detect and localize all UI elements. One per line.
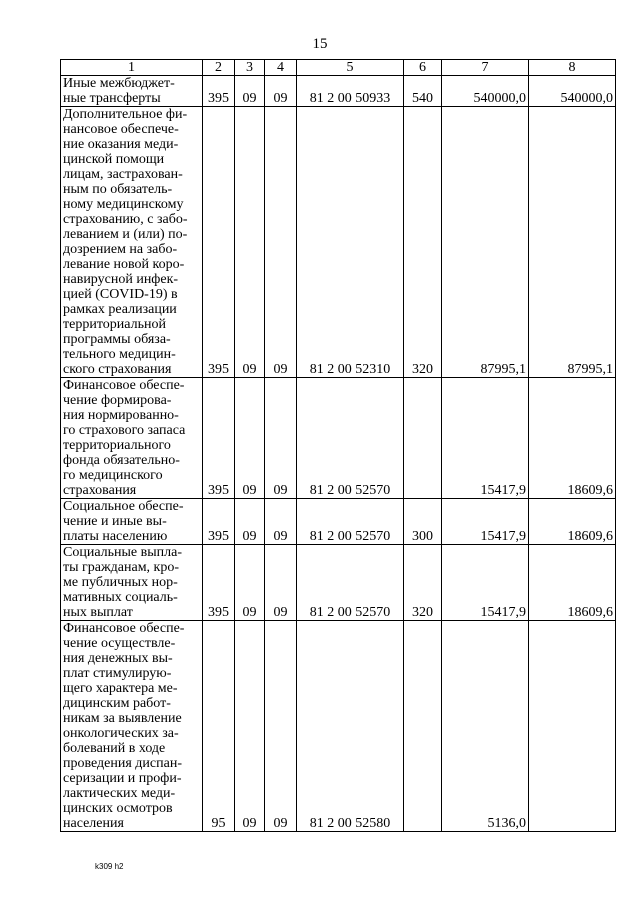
expense-name-line: чение осуществле- [63,636,176,651]
expense-name-line: Финансовое обеспе- [63,621,185,636]
expense-name-cell [61,107,203,378]
expense-name-line: рамках реализации [63,302,177,317]
target-article-cell: 81 2 00 50933 [297,76,404,107]
section-code-cell: 09 [235,621,265,832]
header-cell: 7 [442,60,529,76]
expense-name-cell [61,499,203,545]
expense-name-line: левание новой коро- [63,257,185,272]
expense-name-line: серизации и профи- [63,771,182,786]
target-article-cell: 81 2 00 52570 [297,499,404,545]
expense-type-cell: 540 [404,76,442,107]
amount-col8-cell: 18609,6 [529,499,616,545]
section-code-cell: 09 [235,545,265,621]
expense-name-line: ных выплат [63,605,133,620]
target-article-cell: 81 2 00 52310 [297,107,404,378]
expense-name-line: чение формирова- [63,393,172,408]
expense-name-line: чение и иные вы- [63,514,167,529]
page-number: 15 [312,36,328,52]
ministry-code-cell: 395 [203,76,235,107]
expense-name-line: цинской помощи [63,152,165,167]
expense-name-line: программы обяза- [63,332,171,347]
expense-name-cell [61,378,203,499]
footer-code: k309 h2 [95,862,124,871]
expense-name-line: никам за выявление [63,711,182,726]
section-code-cell: 09 [235,76,265,107]
expense-name-cell [61,76,203,107]
expense-name-line: Иные межбюджет- [63,76,175,91]
expense-type-cell [404,378,442,499]
expense-name-line: страхования [63,483,137,498]
expense-type-cell [404,621,442,832]
expense-name-line: ты гражданам, кро- [63,560,180,575]
expense-name-line: щего характера ме- [63,681,178,696]
table-row [61,76,616,107]
expense-name-line: ния денежных вы- [63,651,173,666]
expense-name-line: дозрением на забо- [63,242,178,257]
ministry-code-cell: 395 [203,545,235,621]
expense-name-line: территориальной [63,317,166,332]
expense-name-line: го медицинского [63,468,163,483]
table-row [61,545,616,621]
expense-name-line: цией (COVID-19) в [63,287,178,302]
amount-col8-cell: 18609,6 [529,545,616,621]
section-code-cell: 09 [235,107,265,378]
expense-name-line: фонда обязательно- [63,453,180,468]
expense-name-line: нансовое обеспече- [63,122,179,137]
amount-col7-cell: 15417,9 [442,545,529,621]
expense-name-cell [61,621,203,832]
amount-col7-cell: 15417,9 [442,499,529,545]
expense-name-line: населения [63,816,124,831]
amount-col8-cell [529,621,616,832]
expense-name-line: лицам, застрахован- [63,167,183,182]
header-cell: 3 [235,60,265,76]
ministry-code-cell: 395 [203,107,235,378]
expense-type-cell: 300 [404,499,442,545]
expense-name-line: Дополнительное фи- [63,107,188,122]
ministry-code-cell: 395 [203,499,235,545]
expense-name-line: ния нормированно- [63,408,179,423]
subsection-code-cell: 09 [265,76,297,107]
amount-col7-cell: 5136,0 [442,621,529,832]
target-article-cell: 81 2 00 52570 [297,545,404,621]
expense-name-line: болеваний в ходе [63,741,166,756]
expense-name-line: ным по обязатель- [63,182,173,197]
expense-name-line: плат стимулирую- [63,666,172,681]
table-row [61,378,616,499]
section-code-cell: 09 [235,378,265,499]
expense-name-line: навирусной инфек- [63,272,179,287]
header-cell: 1 [61,60,203,76]
subsection-code-cell: 09 [265,499,297,545]
expense-name-line: Социальное обеспе- [63,499,184,514]
target-article-cell: 81 2 00 52580 [297,621,404,832]
amount-col7-cell: 87995,1 [442,107,529,378]
table-header-row [61,60,616,76]
subsection-code-cell: 09 [265,107,297,378]
expense-name-line: дицинским работ- [63,696,171,711]
budget-table [60,59,616,832]
expense-type-cell: 320 [404,107,442,378]
expense-name-line: платы населению [63,529,168,544]
expense-name-line: го страхового запаса [63,423,186,438]
header-cell: 6 [404,60,442,76]
table-body [61,76,616,832]
ministry-code-cell: 95 [203,621,235,832]
header-cell: 5 [297,60,404,76]
amount-col7-cell: 540000,0 [442,76,529,107]
header-cell: 8 [529,60,616,76]
expense-name-line: ского страхования [63,362,172,377]
expense-name-line: Финансовое обеспе- [63,378,185,393]
table-row [61,107,616,378]
target-article-cell: 81 2 00 52570 [297,378,404,499]
expense-type-cell: 320 [404,545,442,621]
expense-name-line: онкологических за- [63,726,179,741]
expense-name-line: ному медицинскому [63,197,184,212]
expense-name-line: ме публичных нор- [63,575,178,590]
amount-col7-cell: 15417,9 [442,378,529,499]
subsection-code-cell: 09 [265,545,297,621]
expense-name-line: мативных социаль- [63,590,178,605]
amount-col8-cell: 540000,0 [529,76,616,107]
expense-name-line: территориального [63,438,171,453]
expense-name-line: цинских осмотров [63,801,173,816]
expense-name-line: тельного медицин- [63,347,176,362]
subsection-code-cell: 09 [265,378,297,499]
table-row [61,621,616,832]
expense-name-line: ние оказания меди- [63,137,179,152]
header-cell: 2 [203,60,235,76]
table-row [61,499,616,545]
section-code-cell: 09 [235,499,265,545]
expense-name-line: лактических меди- [63,786,176,801]
expense-name-line: проведения диспан- [63,756,182,771]
subsection-code-cell: 09 [265,621,297,832]
expense-name-line: ные трансферты [63,91,161,106]
expense-name-line: страхованию, с забо- [63,212,188,227]
amount-col8-cell: 87995,1 [529,107,616,378]
header-cell: 4 [265,60,297,76]
ministry-code-cell: 395 [203,378,235,499]
expense-name-line: Социальные выпла- [63,545,183,560]
expense-name-cell [61,545,203,621]
expense-name-line: леванием и (или) по- [63,227,188,242]
amount-col8-cell: 18609,6 [529,378,616,499]
